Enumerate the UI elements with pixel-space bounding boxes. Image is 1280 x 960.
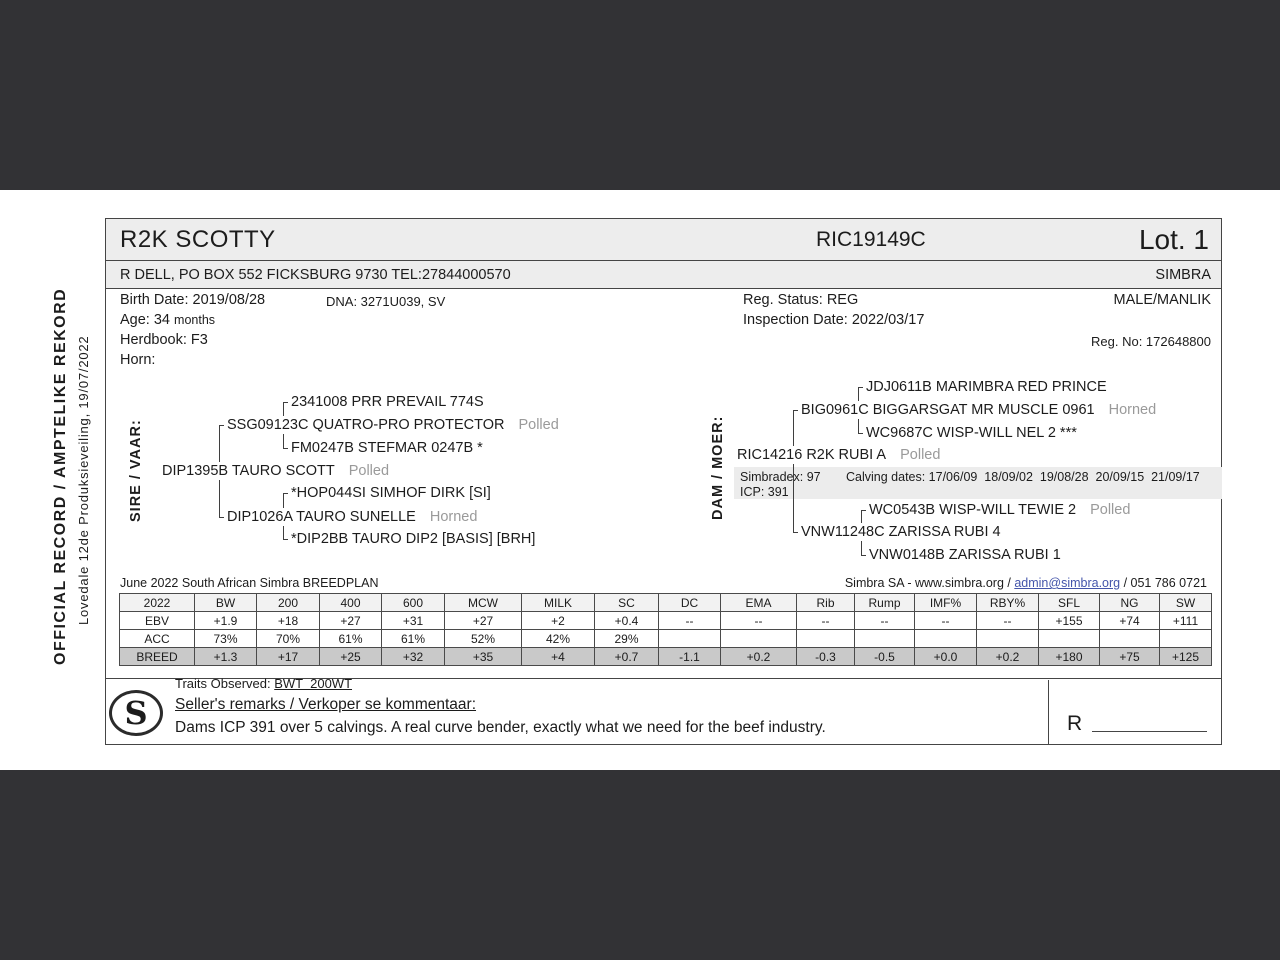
ebv-col-header: RBY% — [977, 594, 1039, 612]
ebv-cell: -- — [977, 612, 1039, 630]
ebv-cell: -- — [855, 612, 915, 630]
icp-value: ICP: 391 — [740, 485, 789, 499]
ebv-row-breed — [120, 648, 1212, 666]
ebv-cell: 61% — [320, 630, 382, 648]
inspection-date: Inspection Date: 2022/03/17 — [743, 312, 925, 328]
ebv-cell: +125 — [1160, 648, 1212, 666]
ebv-cell: -0.3 — [797, 648, 855, 666]
ebv-cell: +35 — [445, 648, 522, 666]
dna-info: DNA: 3271U039, SV — [326, 294, 446, 309]
ebv-col-header: 2022 — [120, 594, 195, 612]
pedigree-node-dam-grandsire-dam: WC9687C WISP-WILL NEL 2 *** — [863, 424, 1080, 442]
pedigree-node-dam-granddam-dam: VNW0148B ZARISSA RUBI 1 — [866, 546, 1064, 564]
ebv-cell: +1.3 — [195, 648, 257, 666]
email-link[interactable]: admin@simbra.org — [1014, 576, 1121, 590]
ebv-cell: +32 — [382, 648, 445, 666]
ebv-col-header: 600 — [382, 594, 445, 612]
ebv-cell — [1039, 630, 1100, 648]
ebv-cell — [1100, 630, 1160, 648]
ebv-col-header: BW — [195, 594, 257, 612]
ebv-row-ebv — [120, 612, 1212, 630]
pedigree-node-sire-sire: SSG09123C QUATRO-PRO PROTECTOR Polled — [224, 416, 562, 434]
ebv-cell: +31 — [382, 612, 445, 630]
ebv-cell: +75 — [1100, 648, 1160, 666]
ebv-col-header: MCW — [445, 594, 522, 612]
ebv-cell: 42% — [522, 630, 595, 648]
official-record-vertical-label: OFFICIAL RECORD / AMPTELIKE REKORD — [52, 287, 69, 665]
ebv-cell: +0.2 — [977, 648, 1039, 666]
ebv-cell: +0.0 — [915, 648, 977, 666]
ebv-cell: 70% — [257, 630, 320, 648]
sex-label: MALE/MANLIK — [1113, 292, 1211, 308]
ebv-cell — [915, 630, 977, 648]
ebv-col-header: 200 — [257, 594, 320, 612]
dam-performance-strip — [734, 467, 1222, 499]
age: Age: 34 months — [120, 312, 216, 328]
ebv-cell — [855, 630, 915, 648]
ebv-cell: -- — [915, 612, 977, 630]
price-box — [1048, 680, 1221, 744]
traits-observed: Traits Observed: BWT 200WT — [175, 676, 353, 691]
ebv-cell: 52% — [445, 630, 522, 648]
ebv-cell: -- — [797, 612, 855, 630]
ebv-cell: +180 — [1039, 648, 1100, 666]
ebv-col-header: EMA — [721, 594, 797, 612]
pedigree-node-dam-dam: VNW11248C ZARISSA RUBI 4 — [798, 523, 1004, 541]
ebv-cell: 73% — [195, 630, 257, 648]
reg-number: Reg. No: 172648800 — [1091, 334, 1211, 349]
ebv-cell: +27 — [445, 612, 522, 630]
catalog-page — [0, 190, 1280, 770]
lot-number: Lot. 1 — [1138, 223, 1209, 255]
ebv-header-row — [120, 594, 1212, 612]
pedigree-node-dam-granddam-sire: WC0543B WISP-WILL TEWIE 2 Polled — [866, 501, 1133, 519]
ebv-col-header: SFL — [1039, 594, 1100, 612]
sire-column-label: SIRE / VAAR: — [128, 419, 144, 523]
dam-column-label: DAM / MOER: — [710, 415, 726, 521]
ebv-col-header: SW — [1160, 594, 1212, 612]
pedigree-node-sire-granddam-sire: *HOP044SI SIMHOF DIRK [SI] — [288, 484, 494, 502]
ebv-cell: +0.7 — [595, 648, 659, 666]
ebv-row-acc — [120, 630, 1212, 648]
registration-code: RIC19149C — [816, 227, 926, 251]
ebv-cell: -0.5 — [855, 648, 915, 666]
ebv-cell: +74 — [1100, 612, 1160, 630]
ebv-cell: +25 — [320, 648, 382, 666]
pedigree-node-sire-dam: DIP1026A TAURO SUNELLE Horned — [224, 508, 480, 526]
ebv-col-header: MILK — [522, 594, 595, 612]
birth-date: Birth Date: 2019/08/28 — [120, 292, 266, 308]
simbradex-value: Simbradex: 97 — [740, 470, 821, 484]
lot-header — [106, 219, 1221, 261]
ebv-cell: -- — [721, 612, 797, 630]
owner-row — [106, 261, 1221, 289]
sale-event-vertical-label: Lovedale 12de Produksieveiling, 19/07/2022 — [76, 335, 91, 625]
pedigree-connector-line — [793, 410, 794, 532]
calving-dates: Calving dates: 17/06/09 18/09/02 19/08/28 20/09/15 21/09/17 — [846, 470, 1200, 484]
owner-contact: R DELL, PO BOX 552 FICKSBURG 9730 TEL:27844000570 — [120, 266, 511, 283]
ebv-col-header: Rump — [855, 594, 915, 612]
price-currency-prefix: R — [1067, 712, 1083, 735]
ebv-cell: 29% — [595, 630, 659, 648]
ebv-cell: +18 — [257, 612, 320, 630]
ebv-cell — [1160, 630, 1212, 648]
ebv-row-label: BREED — [120, 648, 195, 666]
ebv-cell: +0.4 — [595, 612, 659, 630]
ebv-col-header: DC — [659, 594, 721, 612]
ebv-cell: +111 — [1160, 612, 1212, 630]
ebv-cell: +27 — [320, 612, 382, 630]
sellers-remarks-heading: Seller's remarks / Verkoper se kommentaar: — [175, 696, 477, 713]
ebv-col-header: NG — [1100, 594, 1160, 612]
sellers-remarks-text: Dams ICP 391 over 5 calvings. A real curve bender, exactly what we need for the beef industry. — [175, 719, 826, 736]
ebv-cell — [721, 630, 797, 648]
ebv-row-label: ACC — [120, 630, 195, 648]
ebv-cell — [797, 630, 855, 648]
lot-card — [105, 218, 1222, 745]
ebv-cell: +4 — [522, 648, 595, 666]
ebv-row-label: EBV — [120, 612, 195, 630]
ebv-col-header: Rib — [797, 594, 855, 612]
ebv-cell — [977, 630, 1039, 648]
pedigree-node-sire-grandsire-sire: 2341008 PRR PREVAIL 774S — [288, 393, 487, 411]
herdbook: Herdbook: F3 — [120, 332, 208, 348]
ebv-cell: +17 — [257, 648, 320, 666]
pedigree-node-dam: RIC14216 R2K RUBI A Polled — [734, 446, 943, 464]
ebv-col-header: SC — [595, 594, 659, 612]
price-blank-line — [1092, 728, 1207, 732]
pedigree-node-sire: DIP1395B TAURO SCOTT Polled — [159, 462, 392, 480]
breed-name: SIMBRA — [1155, 266, 1211, 283]
horn-status: Horn: — [120, 352, 156, 368]
ebv-cell: +155 — [1039, 612, 1100, 630]
ebv-cell: +2 — [522, 612, 595, 630]
simbra-contact-line: Simbra SA - www.simbra.org / admin@simbra.org / 051 786 0721 — [844, 576, 1207, 590]
simbra-s-logo: S — [109, 690, 163, 736]
animal-name: R2K SCOTTY — [120, 225, 276, 253]
ebv-cell: +1.9 — [195, 612, 257, 630]
ebv-cell: 61% — [382, 630, 445, 648]
pedigree-node-dam-sire: BIG0961C BIGGARSGAT MR MUSCLE 0961 Horned — [798, 401, 1159, 419]
reg-status: Reg. Status: REG — [743, 292, 859, 308]
pedigree-node-dam-grandsire-sire: JDJ0611B MARIMBRA RED PRINCE — [863, 378, 1110, 396]
ebv-cell: -- — [659, 612, 721, 630]
ebv-cell: -1.1 — [659, 648, 721, 666]
ebv-col-header: 400 — [320, 594, 382, 612]
ebv-cell — [659, 630, 721, 648]
pedigree-node-sire-grandsire-dam: FM0247B STEFMAR 0247B * — [288, 439, 486, 457]
ebv-col-header: IMF% — [915, 594, 977, 612]
ebv-cell: +0.2 — [721, 648, 797, 666]
pedigree-node-sire-granddam-dam: *DIP2BB TAURO DIP2 [BASIS] [BRH] — [288, 530, 538, 548]
ebv-table — [119, 593, 1212, 666]
breedplan-caption: June 2022 South African Simbra BREEDPLAN — [120, 576, 379, 590]
